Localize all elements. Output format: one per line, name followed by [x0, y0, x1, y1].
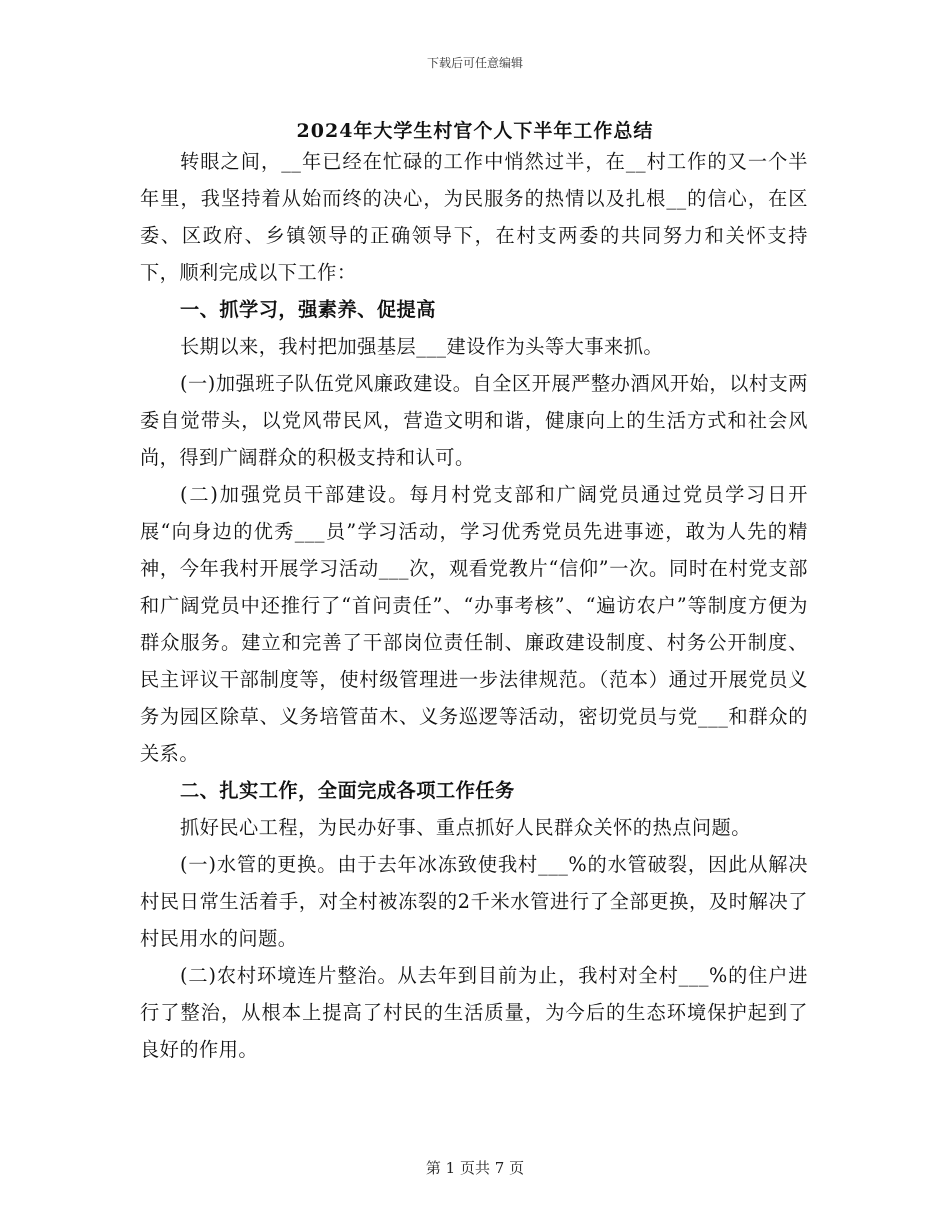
section-2-intro: 抓好民心工程，为民办好事、重点抓好人民群众关怀的热点问题。 [180, 816, 751, 839]
document-body [140, 143, 808, 1068]
section-2-item-2: (二)农村环境连片整治。从去年到目前为止，我村对全村___%的住户进行了整治，从根本上提高了村民的生活质量，为今后的生态环境保护起到了良好的作用。 [140, 964, 808, 1061]
section-heading-1: 一、抓学习，强素养、促提高 [180, 298, 436, 321]
page-header-note: 下载后可任意编辑 [426, 56, 523, 70]
intro-paragraph: 转眼之间，__年已经在忙碌的工作中悄然过半，在__村工作的又一个半年里，我坚持着从始而终的决心，为民服务的热情以及扎根__的信心，在区委、区政府、乡镇领导的正确领导下，在村支两委的共同努力和关怀支持下，顺利完成以下工作： [140, 150, 808, 284]
page-number: 第 1 页共 7 页 [425, 1159, 525, 1177]
document-title: 2024年大学生村官个人下半年工作总结 [296, 120, 654, 142]
section-1-item-2: (二)加强党员干部建设。每月村党支部和广阔党员通过党员学习日开展“向身边的优秀___员”学习活动，学习优秀党员先进事迹，敢为人先的精神，今年我村开展学习活动___次，观看党教片“信仰”一次。同时在村党支部和广阔党员中还推行了“首问责任”、“办事考核”、“遍访农户”等制度方便为群众服务。建立和完善了干部岗位责任制、廉政建设制度、村务公开制度、民主评议干部制度等，使村级管理进一步法律规范。（范本）通过开展党员义务为园区除草、义务培管苗木、义务巡逻等活动，密切党员与党___和群众的关系。 [140, 483, 808, 765]
section-heading-2: 二、扎实工作，全面完成各项工作任务 [180, 779, 515, 802]
section-1-intro: 长期以来，我村把加强基层___建设作为头等大事来抓。 [180, 335, 664, 358]
section-1-item-1: (一)加强班子队伍党风廉政建设。自全区开展严整办酒风开始，以村支两委自觉带头，以党风带民风，营造文明和谐，健康向上的生活方式和社会风尚，得到广阔群众的积极支持和认可。 [140, 372, 808, 469]
section-2-item-1: (一)水管的更换。由于去年冰冻致使我村___%的水管破裂，因此从解决村民日常生活着手，对全村被冻裂的2千米水管进行了全部更换，及时解决了村民用水的问题。 [140, 853, 808, 950]
